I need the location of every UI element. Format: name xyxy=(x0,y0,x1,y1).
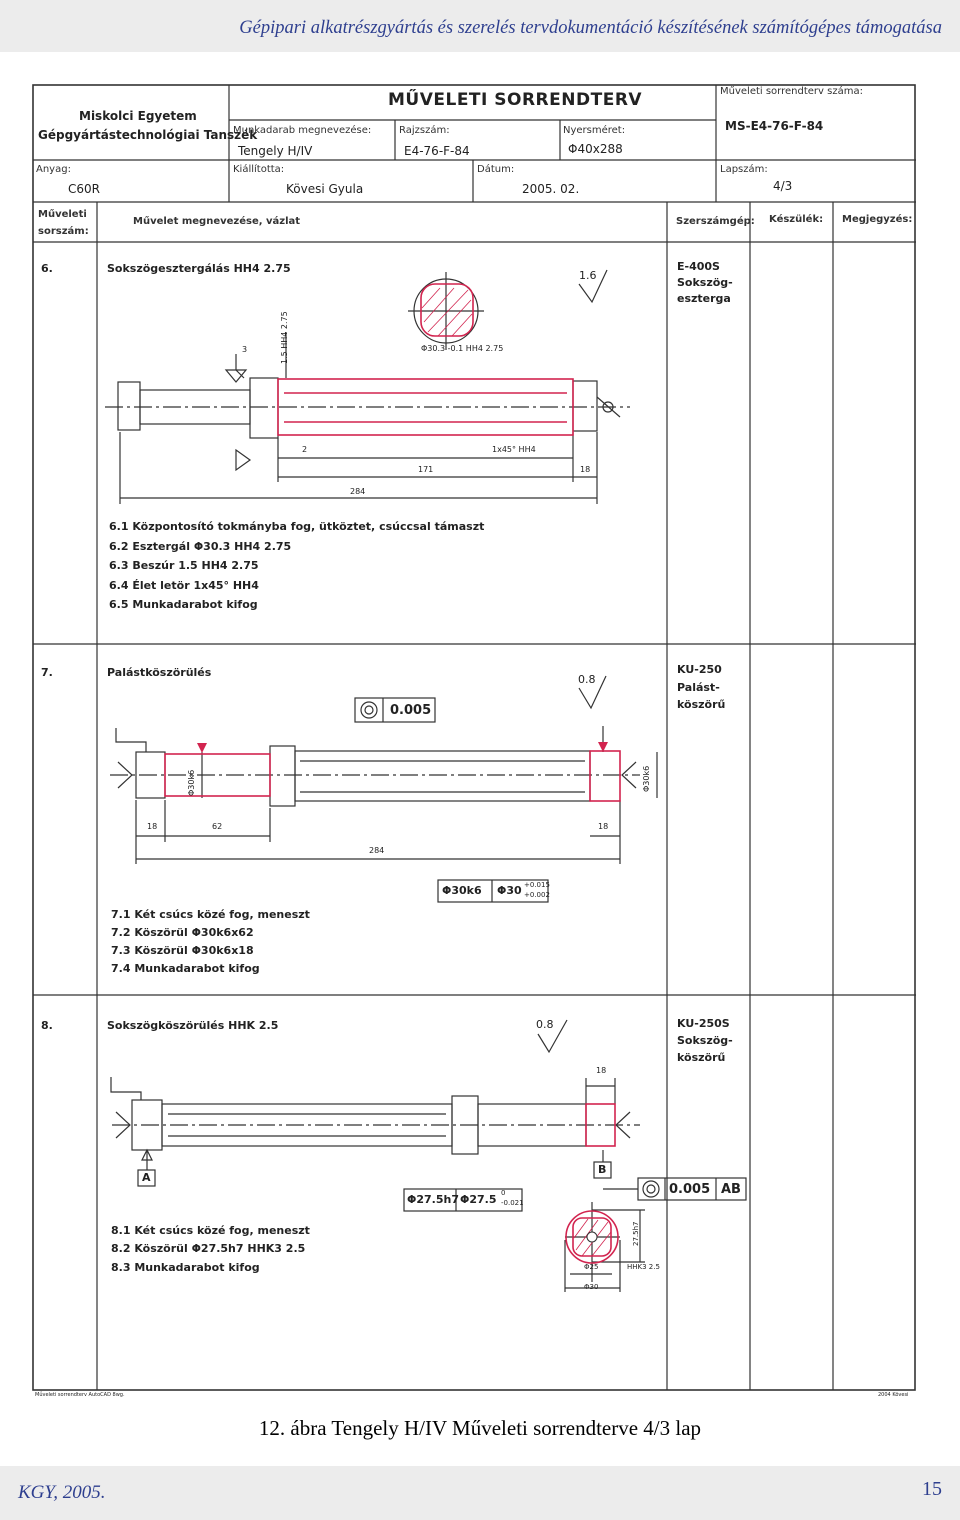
op8-roughness-symbol xyxy=(538,1020,567,1052)
process-plan-sheet xyxy=(0,52,960,1407)
sheet-footer-left: Műveleti sorrendterv AutoCAD 8wg. xyxy=(35,1392,125,1398)
col-op-no-1: Műveleti xyxy=(38,209,87,220)
op7-dim-18b: 18 xyxy=(598,822,609,831)
header-title: Gépipari alkatrészgyártás és szerelés tervdokumentáció készítésének számítógépes támogatása xyxy=(239,18,942,38)
op6-step-5: 6.5 Munkadarabot kifog xyxy=(109,598,258,611)
op8-fit-lower: -0.021 xyxy=(501,1199,524,1207)
col-remarks: Megjegyzés: xyxy=(842,214,913,225)
op8-roughness: 0.8 xyxy=(536,1018,554,1031)
drawing-no: E4-76-F-84 xyxy=(404,144,470,158)
op8-section-d25: Φ25 xyxy=(584,1263,599,1271)
op8-datum-b: B xyxy=(598,1163,607,1176)
op6-roughness: 1.6 xyxy=(579,269,597,282)
op7-dia-right: Φ30k6 xyxy=(642,765,651,792)
sheet-no-label: Lapszám: xyxy=(720,164,768,175)
op6-step-4: 6.4 Élet letör 1x45° HH4 xyxy=(109,579,259,592)
col-fixture: Készülék: xyxy=(769,214,824,225)
op7-fit-upper: +0.015 xyxy=(524,881,550,889)
op8-dim-18: 18 xyxy=(596,1066,607,1075)
raw-size: Φ40x288 xyxy=(568,142,623,156)
drawing-no-label: Rajzszám: xyxy=(399,125,450,136)
op7-dim-62: 62 xyxy=(212,822,223,831)
op6-dim-2: 2 xyxy=(302,445,308,454)
op8-tolerance-datum: AB xyxy=(721,1182,741,1197)
op8-tolerance-value: 0.005 xyxy=(669,1182,711,1197)
footer-author: KGY, 2005. xyxy=(18,1482,106,1503)
raw-size-label: Nyersméret: xyxy=(563,125,626,136)
date-label: Dátum: xyxy=(477,164,515,175)
op8-step-2: 8.2 Köszörül Φ27.5h7 HHK3 2.5 xyxy=(111,1242,306,1255)
plan-number-label: Műveleti sorrendterv száma: xyxy=(720,86,863,97)
op7-dia-left: Φ30k6 xyxy=(187,769,196,796)
op8-datum-a: A xyxy=(142,1171,151,1184)
figure-caption: 12. ábra Tengely H/IV Műveleti sorrendterve 4/3 lap xyxy=(258,1416,702,1440)
col-machine: Szerszámgép: xyxy=(676,216,755,227)
op6-chamfer: 1x45° HH4 xyxy=(492,445,536,454)
op7-step-1: 7.1 Két csúcs közé fog, meneszt xyxy=(111,908,310,921)
op6-machine-2: Sokszög- xyxy=(677,276,733,289)
issuer-label: Kiállította: xyxy=(233,164,285,175)
op7-machine-1: KU-250 xyxy=(677,663,722,676)
department-name: Gépgyártástechnológiai Tanszék xyxy=(38,128,258,142)
sheet-no: 4/3 xyxy=(773,179,793,193)
op7-number: 7. xyxy=(41,666,53,679)
op7-fit-lower: +0.002 xyxy=(524,891,550,899)
op6-number: 6. xyxy=(41,262,53,275)
op7-fit-value: Φ30 xyxy=(497,884,522,897)
page-header xyxy=(0,0,960,52)
op8-step-3: 8.3 Munkadarabot kifog xyxy=(111,1261,260,1274)
op6-dim-18: 18 xyxy=(580,465,591,474)
op6-datum: 3 xyxy=(242,345,248,354)
op8-section-hhk: HHK3 2.5 xyxy=(627,1263,660,1271)
op6-section-dim: Φ30.3 -0.1 HH4 2.75 xyxy=(421,344,504,353)
op7-tolerance-value: 0.005 xyxy=(390,703,432,718)
op6-machine-1: E-400S xyxy=(677,260,720,273)
op7-dim-18a: 18 xyxy=(147,822,158,831)
op6-dim-171: 171 xyxy=(418,465,434,474)
material: C60R xyxy=(68,182,100,196)
op8-machine-2: Sokszög- xyxy=(677,1034,733,1047)
op6-vertical-dim: 1.5 HH4 2.75 xyxy=(280,311,289,364)
op8-machine-1: KU-250S xyxy=(677,1017,730,1030)
op8-machine-3: köszörű xyxy=(677,1051,726,1064)
op7-machine-2: Palást- xyxy=(677,681,720,694)
op7-name: Palástköszörülés xyxy=(107,666,212,679)
op7-roughness: 0.8 xyxy=(578,673,596,686)
col-op-no-2: sorszám: xyxy=(38,226,89,237)
op8-section-vertical: 27.5h7 xyxy=(632,1221,640,1246)
op6-name: Sokszögesztergálás HH4 2.75 xyxy=(107,262,291,275)
op6-step-2: 6.2 Esztergál Φ30.3 HH4 2.75 xyxy=(109,540,292,553)
op7-step-3: 7.3 Köszörül Φ30k6x18 xyxy=(111,944,254,957)
page-footer xyxy=(0,1466,960,1520)
op8-number: 8. xyxy=(41,1019,53,1032)
institution-name: Miskolci Egyetem xyxy=(79,109,197,123)
sheet-footer-right: 2004 Kövesi xyxy=(878,1392,909,1398)
col-op-desc: Művelet megnevezése, vázlat xyxy=(133,216,301,227)
op8-fit-value: Φ27.5 xyxy=(460,1193,497,1206)
op7-step-2: 7.2 Köszörül Φ30k6x62 xyxy=(111,926,254,939)
material-label: Anyag: xyxy=(36,164,71,175)
plan-number: MS-E4-76-F-84 xyxy=(725,119,824,133)
issuer: Kövesi Gyula xyxy=(286,182,364,196)
op6-step-1: 6.1 Központosító tokmányba fog, ütköztet, csúccsal támaszt xyxy=(109,520,485,533)
part-name: Tengely H/IV xyxy=(238,144,313,158)
op7-fit: Φ30k6 xyxy=(442,884,482,897)
date: 2005. 02. xyxy=(522,182,580,196)
page-number: 15 xyxy=(922,1478,942,1500)
op8-section-d30: Φ30 xyxy=(584,1283,599,1291)
op6-dim-284: 284 xyxy=(350,487,366,496)
op8-name: Sokszögköszörülés HHK 2.5 xyxy=(107,1019,279,1032)
op8-step-1: 8.1 Két csúcs közé fog, meneszt xyxy=(111,1224,310,1237)
op8-fit: Φ27.5h7 xyxy=(407,1193,459,1206)
op7-machine-3: köszörű xyxy=(677,698,726,711)
op7-dim-284: 284 xyxy=(369,846,385,855)
op6-machine-3: esztergа xyxy=(677,292,731,305)
op7-step-4: 7.4 Munkadarabot kifog xyxy=(111,962,260,975)
op8-fit-upper: 0 xyxy=(501,1189,506,1197)
op6-step-3: 6.3 Beszúr 1.5 HH4 2.75 xyxy=(109,559,259,572)
sheet-title: MŰVELETI SORRENDTERV xyxy=(388,90,643,110)
part-name-label: Munkadarab megnevezése: xyxy=(233,125,372,136)
